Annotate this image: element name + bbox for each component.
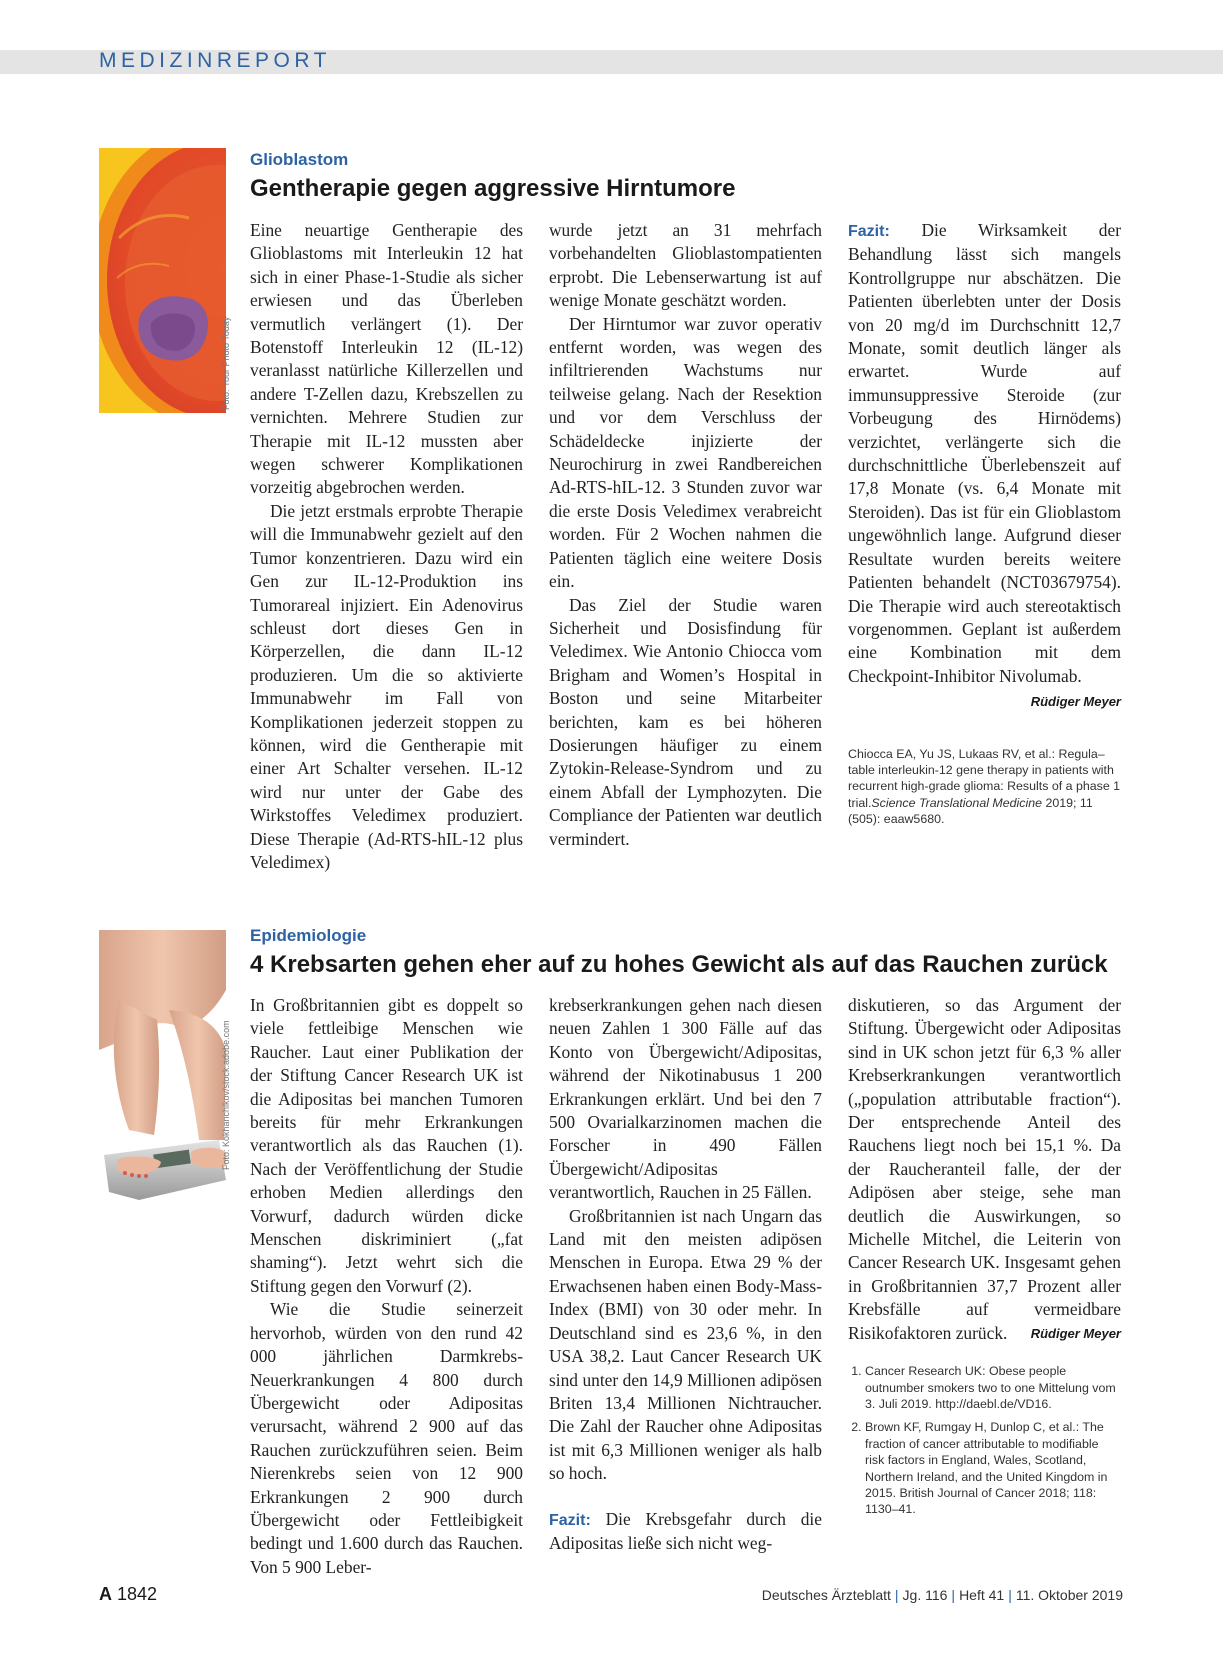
journal-info [762, 1587, 1123, 1603]
reference-tail: 2019; 11 (505): eaaw5680. [848, 795, 1093, 827]
paragraph: krebserkrankungen gehen nach diesen neuen Zahlen 1 300 Fälle auf das Konto von Übergewicht/Adipositas, während der Nikotinabusus 1 200 Erkrankungen erklärt. Und bei den 7 500 Ovarialkarzinomen machen die Forscher in 490 Fällen Übergewicht/Adipositas verantwortlich, Rauchen in 25 Fällen. [549, 995, 822, 1203]
article-column-2 [549, 994, 822, 1555]
paragraph: Großbritannien ist nach Ungarn das Land mit den meisten adipösen Menschen in Europa. Etwa 29 % der Erwachsenen haben einen Body-Mass-Index (BMI) von 30 oder mehr. In Deutschland sind es 23,6 %, in den USA 38,2. Laut Cancer Research UK sind unter den 14,9 Millionen adipösen Briten 13,4 Millionen Nichtraucher. Die Zahl der Raucher ohne Adipositas ist mit 6,3 Millionen weniger als halb so hoch. [549, 1205, 822, 1484]
separator: | [1008, 1587, 1012, 1603]
paragraph: wurde jetzt an 31 mehrfach vorbehandelten Glioblastompatienten erprobt. Die Lebenserwartung ist auf wenige Monate geschätzt worden. [549, 220, 822, 311]
paragraph: Wie die Studie seinerzeit hervorhob, würden von den rund 42 000 jährlichen Darmkrebs-Neuerkrankungen 4 800 durch Übergewicht oder Adipositas verursacht, während 2 900 auf das Rauchen zurückzuführen seien. Beim Nierenkrebs seien von 12 900 Erkrankungen 2 900 durch Übergewicht oder Fettleibigkeit bedingt und 1.600 durch das Rauchen. Von 5 900 Leber- [250, 1299, 523, 1577]
separator: | [951, 1587, 956, 1603]
article-column-1 [250, 219, 523, 874]
author-name: Rüdiger Meyer [1030, 1325, 1121, 1341]
article-column-3 [848, 219, 1121, 828]
image-credit: Foto: Kokhanchikov/stock.adobe.com [221, 1020, 231, 1170]
article-column-3 [848, 994, 1121, 1525]
journal-issue: Heft 41 [959, 1587, 1005, 1603]
article-column-2 [549, 219, 822, 851]
page-number [99, 1584, 157, 1605]
paragraph: Der Hirntumor war zuvor operativ entfernt worden, was wegen des infiltrierenden Wachstums nur teilweise gelang. Nach der Resektion und vor dem Verschluss der Schädeldecke injizierte der Neurochirurg in zwei Randbereichen Ad-RTS-hIL-12. 3 Stunden zuvor war die erste Dosis Veledimex verabreicht worden. Für 2 Wochen nahmen die Patienten täglich eine weitere Dosis ein. [549, 313, 822, 592]
section-title: MEDIZINREPORT [99, 49, 331, 72]
article-column-1 [250, 994, 523, 1579]
fazit-paragraph [848, 219, 1121, 688]
page-prefix: A [99, 1584, 112, 1604]
reference-journal: Science Translational Medicine [871, 795, 1042, 810]
paragraph: In Großbritannien gibt es doppelt so viele fettleibige Menschen wie Raucher. Laut einer Publikation der der Stiftung Cancer Research UK ist die Adipositas bei manchen Tumoren bereits für mehr Erkrankungen verantwortlich als das Rauchen (1). Nach der Veröffentlichung der Studie erhoben Medien allerdings den Vorwurf, dadurch würden dicke Menschen diskriminiert („fat shaming“). Jetzt wehrt sich die Stiftung gegen den Vorwurf (2). [250, 995, 523, 1296]
journal-name: Deutsches Ärzteblatt [761, 1587, 891, 1603]
journal-date: 11. Oktober 2019 [1015, 1587, 1123, 1603]
article-headline: Gentherapie gegen aggressive Hirntumore [250, 175, 736, 202]
page-number-value: 1842 [117, 1584, 158, 1604]
journal-volume: Jg. 116 [902, 1587, 948, 1603]
fazit-paragraph [549, 1508, 822, 1556]
reference [848, 746, 1121, 828]
article-headline: 4 Krebsarten gehen eher auf zu hohes Gewicht als auf das Rauchen zurück [250, 951, 1108, 978]
fazit-text: Die Wirksamkeit der Behandlung lässt sich mangels Kontrollgruppe nur abschätzen. Die Patienten überlebten unter der Dosis von 20 mg/d im Durchschnitt 12,7 Monate, somit deutlich länger als erwartet. Wurde auf immunsuppressive Steroide (zur Vorbeugung des Hirnödems) verzichtet, verlängerte sich die durchschnittliche Überlebenszeit auf 17,8 Monate (vs. 6,4 Monate mit Steroiden). Das ist für ein Glioblastom ungewöhnlich lange. Aufgrund dieser Resultate wurden bereits weitere Patienten behandelt (NCT03679754). Die Therapie wird auch stereotaktisch vorgenommen. Geplant ist außerdem eine Kombination mit dem Checkpoint-Inhibitor Nivolumab. [848, 220, 1121, 686]
image-credit: Foto: Your Photo Today [221, 316, 231, 410]
weight-scale-image [99, 930, 226, 1212]
reference-item: 1. Cancer Research UK: Obese people outnumber smokers two to one Mittelung vom 3. Juli 2019. http://daebl.de/VD16. [865, 1363, 1121, 1412]
reference-list [848, 1363, 1121, 1518]
reference-text: Chiocca EA, Yu JS, Lukaas RV, et al.: Regula–table interleukin-12 gene therapy in patients with recurrent high-grade glioma: Results of a phase 1 trial. [848, 746, 1121, 810]
author-name: Rüdiger Meyer [1030, 694, 1121, 710]
brain-scan-image [99, 148, 226, 413]
article-kicker: Epidemiologie [250, 926, 367, 945]
reference-item: 2. Brown KF, Rumgay H, Dunlop C, et al.: The fraction of cancer attributable to modifiable risk factors in England, Wales, Scotland, Northern Ireland, and the United Kingdom in 2015. British Journal of Cancer 2018; 118: 1130–41. [865, 1419, 1121, 1517]
separator: | [894, 1587, 899, 1603]
paragraph [848, 994, 1121, 1345]
paragraph: Das Ziel der Studie waren Sicherheit und Dosisfindung für Veledimex. Wie Antonio Chiocca vom Brigham and Women’s Hospital in Boston und seine Mitarbeiter berichten, kam es bei höheren Dosierungen häufiger zu einem Zytokin-Release-Syndrom und zu einem Abfall der Lymphozyten. Die Compliance der Patienten war deutlich vermindert. [549, 594, 822, 849]
paragraph-text: diskutieren, so das Argument der Stiftung. Übergewicht oder Adipositas sind in UK schon jetzt für 6,3 % aller Krebserkrankungen verantwortlich („population attributable fraction“). Der entsprechende Anteil des Rauchens liegt noch bei 15,1 %. Da der Raucheranteil falle, der der Adipösen aber steige, sehe man deutlich die Auswirkungen, so Michelle Mitchel, die Leiterin von Cancer Research UK. Insgesamt gehen in Großbritannien 37,7 Prozent aller Krebsfälle auf vermeidbare Risikofaktoren zurück. [848, 995, 1121, 1343]
fazit-text: Die Krebsgefahr durch die Adipositas ließe sich nicht weg- [549, 1508, 822, 1553]
paragraph: Die jetzt erstmals erprobte Therapie will die Immunabwehr gezielt auf den Tumor konzentrieren. Dazu wird ein Gen zur IL-12-Produktion ins Tumorareal injiziert. Ein Adenovirus schleust dort dieses Gen in Körperzellen, die dann IL-12 produzieren. Um die so aktivierte Immunabwehr im Fall von Komplikationen jederzeit stoppen zu können, wird die Gentherapie mit einer Art Schalter versehen. IL-12 wird nur unter der Gabe des Wirkstoffes Veledimex produziert. Diese Therapie (Ad-RTS-hIL-12 plus Veledimex) [250, 500, 523, 872]
paragraph: Eine neuartige Gentherapie des Glioblastoms mit Interleukin 12 hat sich in einer Phase-1-Studie als sicher erwiesen und das Überleben vermutlich verlängert (1). Der Botenstoff Interleukin 12 (IL-12) veranlasst natürliche Killerzellen und andere T-Zellen dazu, Krebszellen zu vernichten. Mehrere Studien zur Therapie mit IL-12 mussten aber wegen schwerer Komplikationen vorzeitig abgebrochen werden. [250, 220, 523, 498]
fazit-label: Fazit: [848, 223, 890, 240]
article-kicker: Glioblastom [250, 150, 349, 169]
fazit-label: Fazit: [549, 1511, 591, 1529]
